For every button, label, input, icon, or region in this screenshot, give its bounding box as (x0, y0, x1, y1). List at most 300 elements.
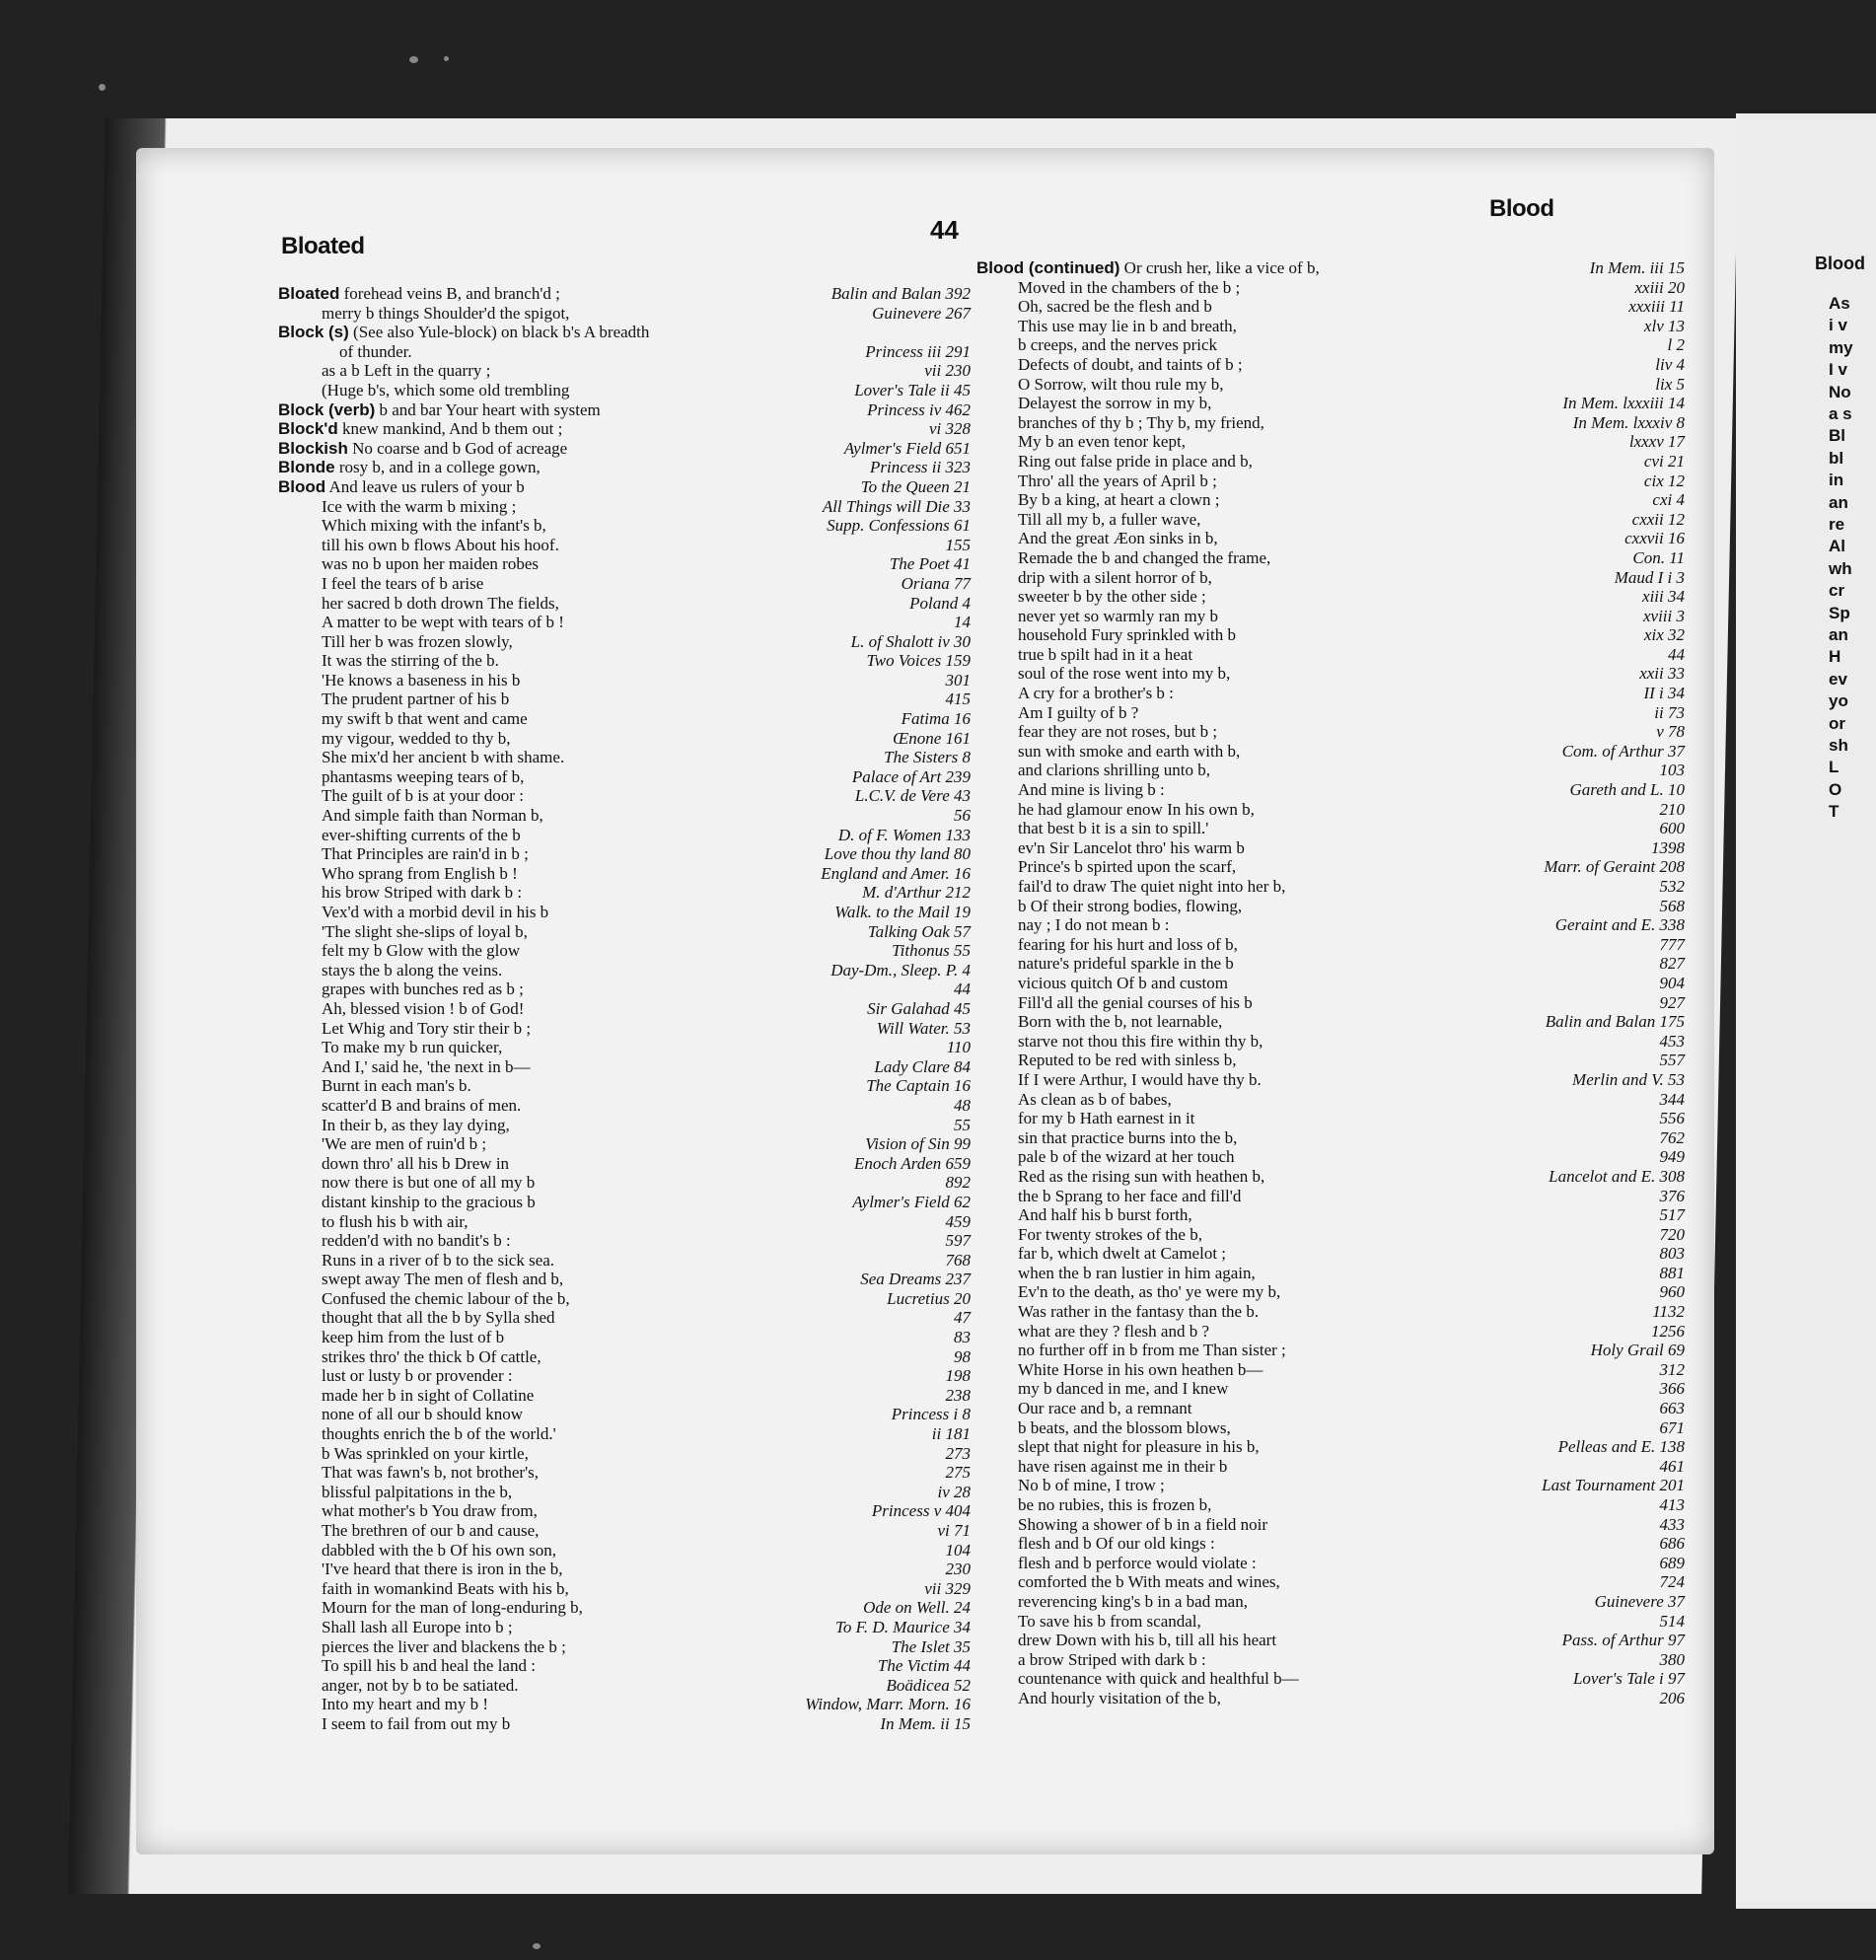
entry-line: faith in womankind Beats with his b, (322, 1578, 569, 1598)
reference: Pelleas and E. 138 (1557, 1437, 1685, 1457)
entry-line: keep him from the lust of b (322, 1328, 505, 1347)
reference: Guinevere 37 (1594, 1591, 1685, 1611)
dust-speck (444, 56, 449, 61)
index-entry (976, 761, 1685, 780)
dust-speck (99, 84, 106, 91)
entry-line: Born with the b, not learnable, (1018, 1012, 1223, 1032)
index-entry (976, 317, 1685, 336)
reference: Last Tournament 201 (1542, 1476, 1685, 1495)
index-entry (976, 472, 1685, 491)
entry-line: my swift b that went and came (322, 709, 528, 729)
reference: Will Water. 53 (876, 1018, 971, 1038)
page-head-right: Blood (1489, 195, 1554, 222)
reference: xiii 34 (1642, 587, 1685, 607)
index-entry (976, 1341, 1685, 1360)
index-entry (976, 684, 1685, 703)
index-entry (278, 1386, 969, 1406)
reference: The Islet 35 (891, 1636, 971, 1656)
entry-line: My b an even tenor kept, (1018, 432, 1186, 452)
entry-line: pierces the liver and blackens the b ; (322, 1636, 566, 1656)
reference: 1132 (1652, 1302, 1685, 1322)
reference: Gareth and L. 10 (1569, 780, 1685, 800)
reference: ii 73 (1654, 702, 1685, 722)
entry-line (278, 419, 562, 439)
reference: cvi 21 (1643, 451, 1685, 471)
index-entry (976, 703, 1685, 723)
reference: Tithonus 55 (892, 941, 971, 961)
entry-line: (Huge b's, which some old trembling (322, 380, 570, 399)
reference: Balin and Balan 392 (830, 284, 971, 303)
index-entry (278, 1134, 969, 1154)
index-entry (278, 1463, 969, 1483)
index-entry (976, 915, 1685, 935)
reference: 103 (1659, 761, 1685, 780)
entry-line: A matter to be wept with tears of b ! (322, 613, 564, 632)
reference: iv 28 (937, 1482, 971, 1501)
entry-line: his brow Striped with dark b : (322, 883, 523, 903)
facing-page-fragment: ev (1829, 669, 1847, 689)
index-entry (278, 941, 969, 961)
index-entry (278, 419, 969, 439)
entry-line: true b spilt had in it a heat (1018, 644, 1193, 664)
quotation: rosy b, and in a college gown, (338, 458, 541, 477)
headword: Blockish (278, 438, 348, 458)
index-entry (976, 1225, 1685, 1245)
reference: 568 (1659, 896, 1685, 915)
reference: Balin and Balan 175 (1545, 1012, 1685, 1032)
index-entry (976, 664, 1685, 684)
facing-page-fragment: or (1829, 713, 1845, 733)
index-entry (976, 1476, 1685, 1495)
entry-line: No b of mine, I trow ; (1018, 1476, 1165, 1495)
index-entry (976, 993, 1685, 1013)
entry-line: Ring out false pride in place and b, (1018, 451, 1253, 471)
index-entry (976, 452, 1685, 472)
entry-line: far b, which dwelt at Camelot ; (1018, 1244, 1227, 1264)
reference: 155 (945, 535, 971, 554)
entry-line: Confused the chemic labour of the b, (322, 1288, 570, 1308)
index-entry (278, 844, 969, 864)
index-entry (278, 536, 969, 555)
reference: Pass. of Arthur 97 (1561, 1631, 1685, 1650)
reference: 98 (954, 1346, 971, 1366)
facing-page-fragment: H (1829, 647, 1841, 667)
entry-line: phantasms weeping tears of b, (322, 766, 525, 786)
headword: Blood (continued) (976, 258, 1120, 277)
index-entry (278, 1637, 969, 1657)
entry-line: Ice with the warm b mixing ; (322, 496, 517, 516)
reference: 686 (1659, 1534, 1685, 1554)
entry-line: have risen against me in their b (1018, 1456, 1228, 1476)
reference: To F. D. Maurice 34 (835, 1617, 971, 1636)
index-entry (976, 1669, 1685, 1689)
entry-line: that best b it is a sin to spill.' (1018, 819, 1209, 838)
index-entry (976, 1689, 1685, 1708)
entry-line: O Sorrow, wilt thou rule my b, (1018, 374, 1224, 394)
index-entry (976, 1612, 1685, 1632)
reference: 198 (945, 1366, 971, 1386)
entry-line: drew Down with his b, till all his heart (1018, 1631, 1277, 1650)
index-entry (278, 1116, 969, 1135)
reference: lix 5 (1655, 374, 1685, 394)
reference: Holy Grail 69 (1590, 1341, 1685, 1360)
entry-line: he had glamour enow In his own b, (1018, 799, 1255, 819)
entry-line: Defects of doubt, and taints of b ; (1018, 354, 1243, 374)
entry-line: Red as the rising sun with heathen b, (1018, 1166, 1265, 1186)
facing-page-fragment: I v (1829, 360, 1847, 380)
facing-page-fragment: L (1829, 758, 1840, 777)
entry-line: countenance with quick and healthful b— (1018, 1669, 1299, 1689)
index-entry (976, 935, 1685, 955)
index-entry (976, 877, 1685, 897)
entry-line: Oh, sacred be the flesh and b (1018, 297, 1212, 317)
index-entry (278, 323, 969, 342)
index-entry (976, 819, 1685, 838)
index-entry (976, 1457, 1685, 1477)
entry-line: 'The slight she-slips of loyal b, (322, 921, 528, 941)
reference: Lucretius 20 (887, 1288, 971, 1308)
index-entry (976, 1631, 1685, 1650)
entry-line: Into my heart and my b ! (322, 1695, 489, 1714)
entry-line: my vigour, wedded to thy b, (322, 728, 511, 748)
index-entry (976, 1592, 1685, 1612)
index-entry (278, 1501, 969, 1521)
entry-line: none of all our b should know (322, 1405, 523, 1424)
entry-line: the b Sprang to her face and fill'd (1018, 1186, 1242, 1205)
index-entry (278, 1405, 969, 1424)
index-entry (278, 1521, 969, 1541)
index-entry (278, 458, 969, 477)
index-entry (976, 897, 1685, 916)
entry-line: To save his b from scandal, (1018, 1611, 1201, 1631)
entry-line: Reputed to be red with sinless b, (1018, 1051, 1237, 1070)
entry-line: Till all my b, a fuller wave, (1018, 509, 1201, 529)
entry-line: b beats, and the blossom blows, (1018, 1417, 1231, 1437)
reference: 376 (1659, 1186, 1685, 1205)
entry-line: fail'd to draw The quiet night into her b, (1018, 877, 1286, 896)
entry-line: stays the b along the veins. (322, 960, 503, 980)
entry-line: comforted the b With meats and wines, (1018, 1572, 1280, 1592)
index-entry (278, 786, 969, 806)
reference: 415 (945, 690, 971, 709)
reference: 366 (1659, 1379, 1685, 1399)
dust-speck (533, 1943, 541, 1949)
reference: L.C.V. de Vere 43 (854, 786, 971, 806)
reference: Window, Marr. Morn. 16 (805, 1695, 971, 1714)
index-entry (976, 1379, 1685, 1399)
index-entry (278, 1560, 969, 1579)
reference: 671 (1659, 1417, 1685, 1437)
entry-line: fear they are not roses, but b ; (1018, 722, 1218, 742)
entry-line: never yet so warmly ran my b (1018, 606, 1218, 625)
entry-line: Showing a shower of b in a field noir (1018, 1514, 1268, 1534)
quotation: forehead veins B, and branch'd ; (343, 284, 560, 303)
index-entry (278, 1289, 969, 1309)
index-entry (278, 284, 969, 304)
entry-line: fearing for his hurt and loss of b, (1018, 934, 1238, 954)
reference: Ode on Well. 24 (863, 1598, 971, 1618)
index-entry (278, 1057, 969, 1077)
reference: xxii 33 (1639, 664, 1685, 684)
index-column-left (278, 284, 969, 1734)
reference: All Things will Die 33 (822, 496, 971, 516)
facing-page-fragment: an (1829, 625, 1848, 644)
reference: 803 (1659, 1244, 1685, 1264)
index-entry (278, 1173, 969, 1193)
index-entry (278, 304, 969, 324)
entry-line: And half his b burst forth, (1018, 1205, 1192, 1225)
index-entry (976, 355, 1685, 375)
entry-line: sweeter b by the other side ; (1018, 587, 1206, 607)
entry-line: And the great Æon sinks in b, (1018, 529, 1218, 548)
reference: liv 4 (1655, 354, 1685, 374)
index-entry (278, 1212, 969, 1232)
index-entry (976, 490, 1685, 510)
reference: 663 (1659, 1399, 1685, 1418)
entry-line: b creeps, and the nerves prick (1018, 335, 1218, 355)
index-entry (976, 375, 1685, 395)
facing-page-fragment: i v (1829, 316, 1847, 335)
reference: l 2 (1667, 335, 1685, 355)
entry-line: sin that practice burns into the b, (1018, 1127, 1238, 1147)
reference: Geraint and E. 338 (1554, 915, 1685, 935)
facing-page-fragment: a s (1829, 404, 1852, 423)
reference: Enoch Arden 659 (853, 1153, 971, 1173)
index-entry (976, 742, 1685, 762)
entry-line: flesh and b Of our old kings : (1018, 1534, 1215, 1554)
reference: 301 (945, 670, 971, 690)
index-entry (976, 432, 1685, 452)
index-entry (278, 1444, 969, 1464)
index-entry (278, 574, 969, 594)
index-entry (976, 1515, 1685, 1535)
reference: D. of F. Women 133 (837, 825, 971, 844)
entry-line: no further off in b from me Than sister ; (1018, 1341, 1286, 1360)
entry-line: In their b, as they lay dying, (322, 1115, 510, 1134)
headword: Blood (278, 476, 326, 496)
entry-line: As clean as b of babes, (1018, 1089, 1172, 1109)
index-entry (976, 1650, 1685, 1670)
entry-line: merry b things Shoulder'd the spigot, (322, 303, 570, 323)
entry-line: reverencing king's b in a bad man, (1018, 1591, 1248, 1611)
index-entry (976, 625, 1685, 645)
reference: Com. of Arthur 37 (1561, 741, 1685, 761)
quotation: (See also Yule-block) on black b's A breadth (353, 323, 650, 342)
index-entry (278, 381, 969, 400)
index-entry (976, 607, 1685, 626)
index-entry (976, 1147, 1685, 1167)
index-entry (976, 413, 1685, 433)
index-entry (278, 497, 969, 517)
entry-line (976, 258, 1320, 278)
reference: In Mem. lxxxiii 14 (1562, 394, 1685, 413)
reference: 56 (954, 806, 971, 826)
reference: Vision of Sin 99 (865, 1134, 971, 1154)
reference: Sea Dreams 237 (860, 1270, 971, 1289)
index-entry (278, 1019, 969, 1039)
index-entry (278, 980, 969, 999)
entry-line: That Principles are rain'd in b ; (322, 844, 529, 864)
reference: Love thou thy land 80 (824, 844, 971, 864)
reference: vii 230 (924, 361, 971, 381)
entry-line: a brow Striped with dark b : (1018, 1649, 1206, 1669)
reference: L. of Shalott iv 30 (850, 631, 971, 651)
quotation: No coarse and b God of acreage (352, 438, 568, 458)
reference: Con. 11 (1632, 547, 1685, 567)
headword: Block (s) (278, 323, 349, 342)
reference: xlv 13 (1643, 316, 1685, 335)
reference: 768 (945, 1250, 971, 1270)
entry-line: And mine is living b : (1018, 780, 1165, 800)
facing-page-fragment: O (1829, 779, 1842, 799)
reference: Œnone 161 (893, 728, 971, 748)
index-entry (278, 1618, 969, 1637)
reference: Oriana 77 (901, 573, 971, 593)
entry-line: till his own b flows About his hoof. (322, 535, 559, 554)
reference: Aylmer's Field 651 (843, 438, 971, 458)
reference: xix 32 (1643, 625, 1685, 645)
entry-line: lust or lusty b or provender : (322, 1366, 513, 1386)
reference: lxxxv 17 (1628, 432, 1685, 452)
reference: Marr. of Geraint 208 (1544, 857, 1685, 877)
quotation: b and bar Your heart with system (379, 399, 601, 419)
index-entry (278, 1541, 969, 1561)
entry-line: Which mixing with the infant's b, (322, 516, 546, 536)
entry-line: for my b Hath earnest in it (1018, 1109, 1195, 1128)
reference: 83 (954, 1328, 971, 1347)
reference: Lover's Tale i 97 (1572, 1669, 1685, 1689)
index-entry (278, 1676, 969, 1696)
index-entry (278, 1483, 969, 1502)
entry-line: distant kinship to the gracious b (322, 1192, 536, 1211)
entry-line: scatter'd B and brains of men. (322, 1095, 522, 1115)
entry-line (278, 439, 567, 459)
facing-page-head: Blood (1815, 254, 1865, 273)
index-entry (976, 780, 1685, 800)
reference: v 78 (1656, 722, 1685, 742)
reference: Two Voices 159 (866, 651, 971, 671)
entry-line: redden'd with no bandit's b : (322, 1231, 511, 1251)
entry-line: This use may lie in b and breath, (1018, 316, 1237, 335)
reference: The Sisters 8 (884, 748, 971, 767)
index-entry (976, 857, 1685, 877)
reference: The Victim 44 (877, 1656, 971, 1676)
entry-line: She mix'd her ancient b with shame. (322, 748, 565, 767)
reference: 210 (1659, 799, 1685, 819)
index-entry (278, 922, 969, 942)
reference: The Poet 41 (889, 554, 971, 574)
reference: vi 71 (937, 1521, 971, 1540)
index-entry (278, 748, 969, 767)
reference: England and Amer. 16 (821, 863, 971, 883)
facing-page-fragment: Al (1829, 537, 1845, 556)
reference: 892 (945, 1173, 971, 1193)
index-entry (278, 1656, 969, 1676)
entry-line: To spill his b and heal the land : (322, 1656, 536, 1676)
index-column-right (976, 258, 1685, 1708)
index-entry (976, 548, 1685, 568)
facing-page-fragment: wh (1829, 558, 1852, 578)
reference: In Mem. iii 15 (1589, 258, 1685, 277)
index-entry (278, 690, 969, 709)
reference: 344 (1659, 1089, 1685, 1109)
entry-line: blissful palpitations in the b, (322, 1482, 513, 1501)
reference: M. d'Arthur 212 (862, 883, 971, 903)
reference: 44 (1668, 644, 1685, 664)
reference: 459 (945, 1211, 971, 1231)
entry-line: Prince's b spirted upon the scarf, (1018, 857, 1237, 877)
reference: xviii 3 (1642, 606, 1685, 625)
index-entry (976, 954, 1685, 974)
index-entry (976, 297, 1685, 317)
reference: Lady Clare 84 (874, 1056, 971, 1076)
entry-line: Vex'd with a morbid devil in his b (322, 903, 549, 921)
entry-line: thought that all the b by Sylla shed (322, 1308, 555, 1328)
index-entry (278, 1251, 969, 1270)
index-entry (278, 1695, 969, 1714)
index-entry (976, 1554, 1685, 1573)
index-entry (278, 1231, 969, 1251)
index-entry (976, 1070, 1685, 1090)
reference: 949 (1659, 1147, 1685, 1167)
reference: 238 (945, 1385, 971, 1405)
index-entry (976, 1090, 1685, 1110)
entry-line: Was rather in the fantasy than the b. (1018, 1302, 1260, 1322)
reference: Talking Oak 57 (867, 921, 971, 941)
entry-line: b Was sprinkled on your kirtle, (322, 1443, 529, 1463)
entry-line: strikes thro' the thick b Of cattle, (322, 1346, 541, 1366)
index-entry (976, 529, 1685, 548)
entry-line: thoughts enrich the b of the world.' (322, 1424, 556, 1444)
reference: 689 (1659, 1553, 1685, 1572)
entry-line: ev'n Sir Lancelot thro' his warm b (1018, 837, 1245, 857)
reference: Princess i 8 (891, 1405, 971, 1424)
entry-line: Fill'd all the genial courses of his b (1018, 992, 1253, 1012)
entry-line: be no rubies, this is frozen b, (1018, 1495, 1212, 1514)
entry-line: Burnt in each man's b. (322, 1076, 471, 1096)
entry-line: I feel the tears of b arise (322, 573, 484, 593)
index-entry (976, 974, 1685, 993)
index-entry (976, 394, 1685, 413)
entry-line: grapes with bunches red as b ; (322, 980, 524, 999)
entry-line: To make my b run quicker, (322, 1038, 503, 1057)
index-entry (976, 1187, 1685, 1206)
reference: 597 (945, 1231, 971, 1251)
reference: 600 (1659, 819, 1685, 838)
reference: 557 (1659, 1051, 1685, 1070)
index-entry (278, 671, 969, 690)
reference: Poland 4 (909, 593, 971, 613)
index-entry (278, 1308, 969, 1328)
index-entry (976, 1205, 1685, 1225)
entry-line: swept away The men of flesh and b, (322, 1270, 564, 1289)
facing-page-fragment: Bl (1829, 426, 1845, 446)
reference: 55 (954, 1115, 971, 1134)
entry-line: as a b Left in the quarry ; (322, 361, 491, 381)
reference: 453 (1659, 1031, 1685, 1051)
index-entry (976, 1128, 1685, 1148)
index-entry (976, 1572, 1685, 1592)
entry-line (278, 323, 649, 342)
index-entry (278, 826, 969, 845)
facing-page-fragment: bl (1829, 448, 1844, 468)
reference: Princess ii 323 (870, 458, 971, 477)
entry-line: If I were Arthur, I would have thy b. (1018, 1069, 1262, 1089)
index-entry (278, 516, 969, 536)
entry-line: was no b upon her maiden robes (322, 554, 540, 574)
reference: In Mem. lxxxiv 8 (1572, 412, 1685, 432)
entry-line: 'We are men of ruin'd b ; (322, 1134, 487, 1154)
